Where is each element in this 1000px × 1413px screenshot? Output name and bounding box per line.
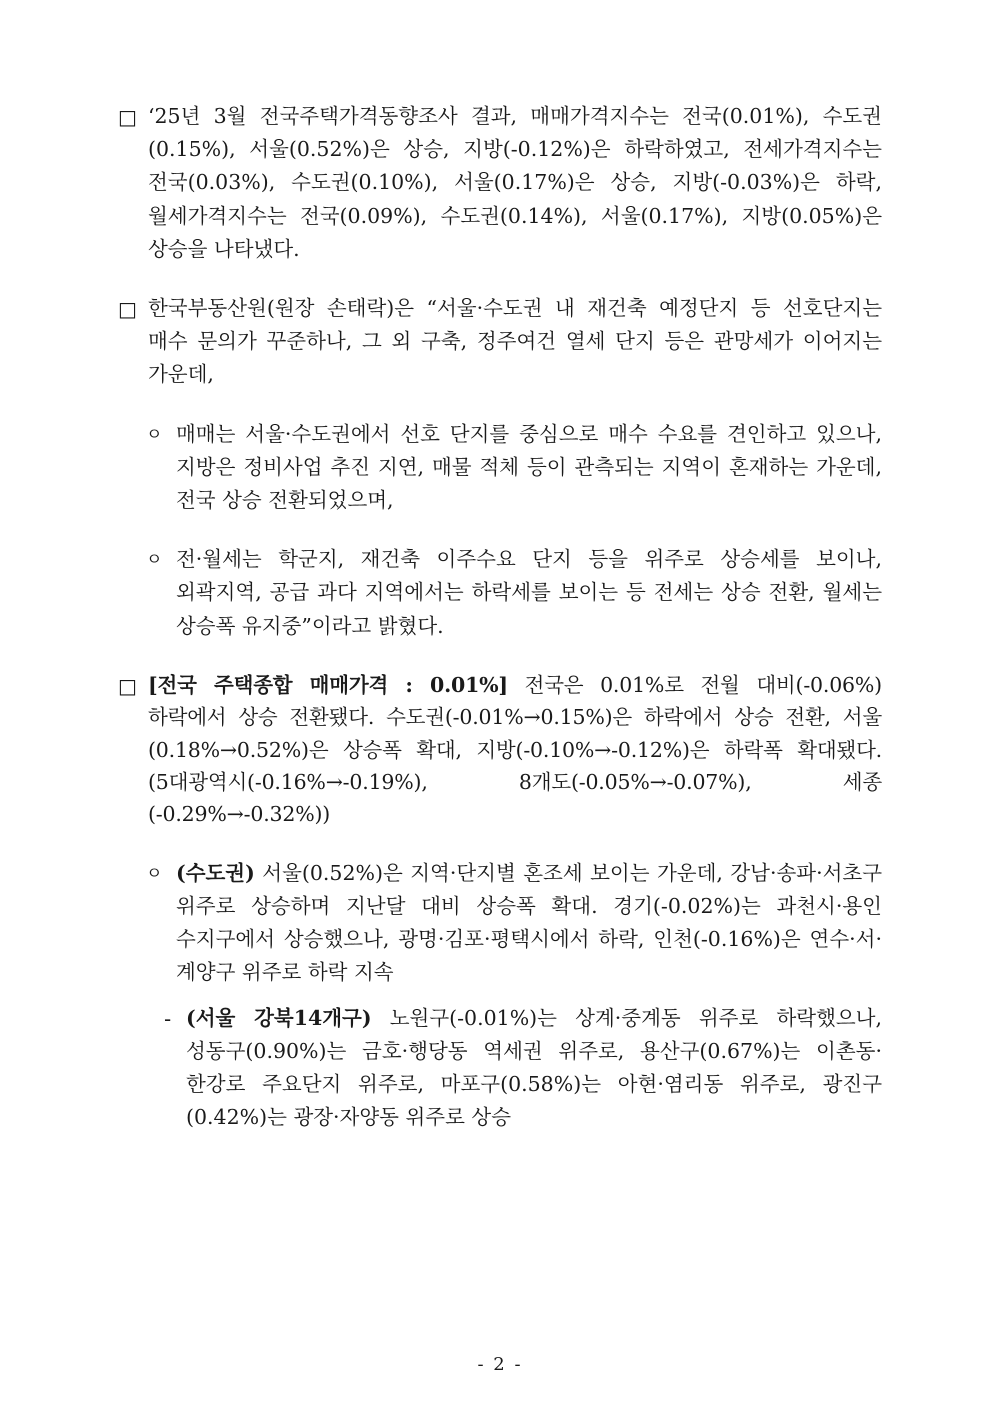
paragraph-body: 서울(0.52%)은 지역·단지별 혼조세 보이는 가운데, 강남·송파·서초구 위주로 상승하며 지난달 대비 상승폭 확대. 경기(-0.02%)는 과천시·용인 수지구에서 상승했으나, 광명·김포·평택시에서 하락, 인천(-0.16%)은 연수·서·계양구 위주로 하락 지속 [176,860,882,985]
bullet-circle-icon: ㅇ [146,863,163,884]
paragraph-heading: (수도권) [176,860,255,885]
paragraph-body: 노원구(-0.01%)는 상계·중계동 위주로 하락했으나, 성동구(0.90%)는 금호·행당동 역세권 위주로, 용산구(0.67%)는 이촌동·한강로 주요단지 위주로, 마포구(0.58%)는 아현·염리동 위주로, 광진구(0.42%)는 광장·자양동 위주로 상승 [186,1005,882,1130]
bullet-square-icon: □ [118,105,137,129]
paragraph-heading: (서울 강북14개구) [186,1005,372,1030]
paragraph-text [148,669,882,831]
paragraph-text: 한국부동산원(원장 손태락)은 “서울·수도권 내 재건축 예정단지 등 선호단지는 매수 문의가 꾸준하나, 그 외 구축, 정주여건 열세 단지 등은 관망세가 이어지는 가운데, [148,296,882,387]
paragraph-text [176,857,882,990]
paragraph-text: 전·월세는 학군지, 재건축 이주수요 단지 등을 위주로 상승세를 보이나, 외곽지역, 공급 과다 지역에서는 하락세를 보이는 등 전세는 상승 전환, 월세는 상승폭 유지중”이라고 밝혔다. [176,547,882,638]
bullet-square-icon: □ [118,673,137,698]
paragraph-text: ‘25년 3월 전국주택가격동향조사 결과, 매매가격지수는 전국(0.01%), 수도권(0.15%), 서울(0.52%)은 상승, 지방(-0.12%)은 하락하였고, 전세가격지수는 전국(0.03%), 수도권(0.10%), 서울(0.17%)은 상승, 지방(-0.03%)은 하락, 월세가격지수는 전국(0.09%), 수도권(0.14%), 서울(0.17%), 지방(0.05%)은 상승을 나타냈다. [148,104,882,261]
paragraph-block [118,100,882,266]
paragraph-block [118,543,882,643]
paragraph-block [118,857,882,990]
paragraph-block [118,669,882,831]
paragraph-body: 전국은 0.01%로 전월 대비(-0.06%) 하락에서 상승 전환됐다. 수도권(-0.01%→0.15%)은 하락에서 상승 전환, 서울(0.18%→0.52%)은 상승폭 확대, 지방(-0.10%→-0.12%)은 하락폭 확대됐다. (5대광역시(-0.16%→-0.19%), 8개도(-0.05%→-0.07%), 세종(-0.29%→-0.32%)) [148,672,882,827]
paragraph-heading: [전국 주택종합 매매가격 : 0.01%] [148,672,508,697]
bullet-dash-icon: - [164,1006,172,1031]
paragraph-text: 매매는 서울·수도권에서 선호 단지를 중심으로 매수 수요를 견인하고 있으나, 지방은 정비사업 추진 지연, 매물 적체 등이 관측되는 지역이 혼재하는 가운데, 전국 상승 전환되었으며, [176,421,882,513]
paragraph-block [118,1002,882,1135]
bullet-circle-icon: ㅇ [146,424,163,445]
paragraph-text [186,1002,882,1135]
bullet-circle-icon: ㅇ [146,550,163,571]
page-number: - 2 - [477,1354,523,1375]
paragraph-block [118,292,882,392]
bullet-square-icon: □ [118,297,137,322]
paragraph-block [118,418,882,518]
